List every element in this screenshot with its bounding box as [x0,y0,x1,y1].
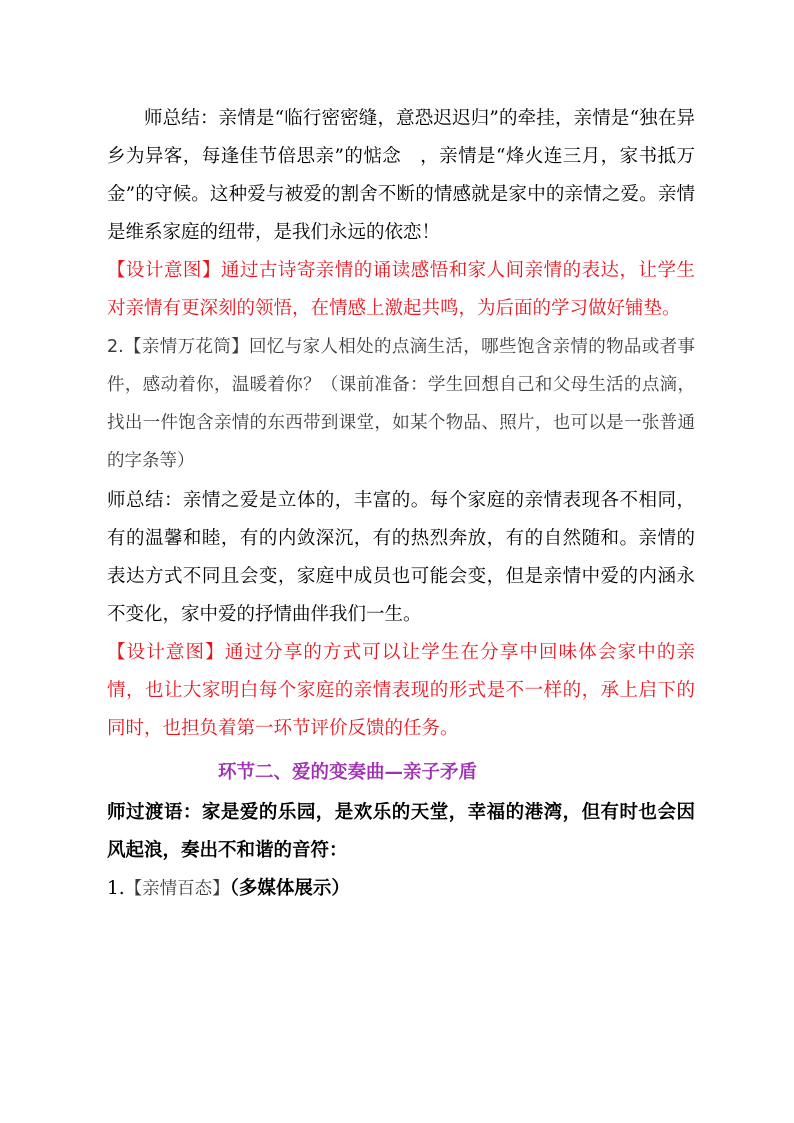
section-heading: 环节二、爱的变奏曲—亲子矛盾 [218,762,478,783]
design-intent-paragraph: 【设计意图】通过古诗寄亲情的诵读感悟和家人间亲情的表达，让学生对亲情有更深刻的领悟，在情感上激起共鸣，为后面的学习做好铺垫。 [107,260,695,319]
teacher-transition-paragraph: 师过渡语：家是爱的乐园，是欢乐的天堂，幸福的港湾，但有时也会因风起浪，奏出不和谐的音符： [107,802,695,861]
activity-kaleidoscope-paragraph: 2.【亲情万花筒】回忆与家人相处的点滴生活，哪些饱含亲情的物品或者事件，感动着你，温暖着你？（课前准备：学生回想自己和父母生活的点滴，找出一件饱含亲情的东西带到课堂，如某个物品、照片，也可以是一张普通的字条等） [107,337,695,471]
document-page [107,100,695,908]
design-intent-paragraph-2: 【设计意图】通过分享的方式可以让学生在分享中回味体会家中的亲情，也让大家明白每个家庭的亲情表现的形式是不一样的，承上启下的同时，也担负着第一环节评价反馈的任务。 [107,642,695,739]
activity-family-states-line [107,870,695,908]
activity-number: 1. [107,878,125,899]
activity-note: （多媒体展示） [229,878,350,899]
teacher-summary-paragraph: 师总结：亲情是“临行密密缝，意恐迟迟归”的牵挂，亲情是“独在异乡为异客，每逢佳节倍思亲”的惦念 ，亲情是“烽火连三月，家书抵万金”的守候。这种爱与被爱的割舍不断的情感就是家中的亲情之爱。亲情是维系家庭的纽带，是我们永远的依恋！ [107,108,695,243]
teacher-summary-paragraph-2: 师总结：亲情之爱是立体的，丰富的。每个家庭的亲情表现各不相同，有的温馨和睦，有的内敛深沉，有的热烈奔放，有的自然随和。亲情的表达方式不同且会变，家庭中成员也可能会变，但是亲情中爱的内涵永不变化，家中爱的抒情曲伴我们一生。 [107,490,695,625]
activity-title: 【亲情百态】 [124,879,230,899]
